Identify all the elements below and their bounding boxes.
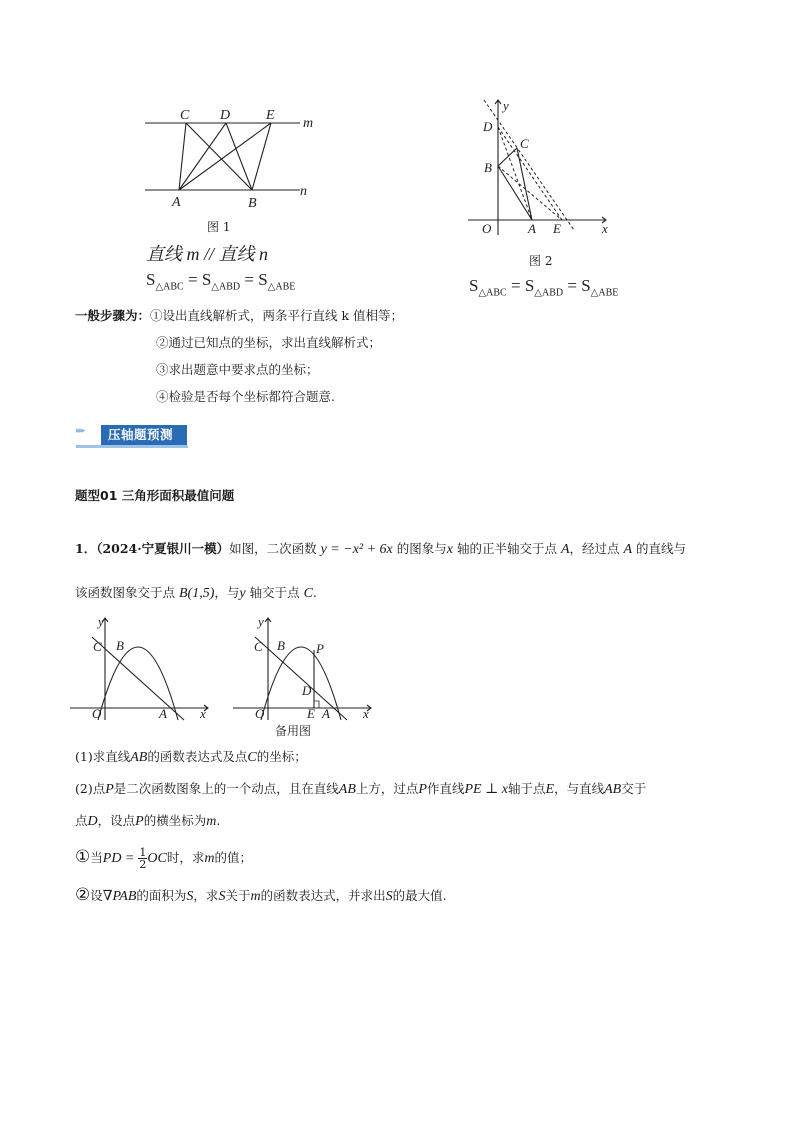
label-P: P [316,641,324,656]
label-A: A [322,706,330,721]
label-n: n [300,184,307,199]
figure-1-diagram [140,100,330,215]
general-steps-rest [156,329,381,410]
label-O: O [92,706,102,721]
problem-line-2: 该函数图象交于点 B(1,5)，与y 轴交于点 C. [75,585,317,601]
figure-2-diagram [466,95,616,240]
label-y: y [503,98,509,113]
question-2-line-2: 点D，设点P的横坐标为m. [75,813,221,829]
step-item: ①设出直线解析式，两条平行直线 k 值相等； [150,308,404,323]
graph-1-diagram [70,612,215,724]
figure-2 [466,95,616,240]
banner-arrows-icon: ▸▸▸ [76,426,84,436]
step-item: ②通过已知点的坐标，求出直线解析式； [156,335,382,350]
question-2-sub-2: ②设∇PAB的面积为S，求S关于m的函数表达式，并求出S的最大值. [75,885,447,905]
section-banner [76,422,188,449]
label-B: B [248,196,257,211]
label-E: E [266,108,275,123]
label-O: O [482,221,492,236]
graph-2 [233,612,378,724]
figure-1 [140,100,330,215]
label-A: A [159,706,167,721]
label-x: x [200,706,206,721]
label-C: C [93,639,102,654]
step-item: ③求出题意中要求点的坐标； [156,362,319,377]
steps-lead: 一般步骤为： [75,308,151,323]
label-B: B [484,160,492,175]
label-C: C [520,136,529,151]
step-item: ④检验是否每个坐标都符合题意. [156,389,335,404]
graph-2-caption: 备用图 [275,724,312,738]
label-D: D [220,108,231,123]
label-D: D [302,683,312,698]
general-steps [75,302,403,329]
graph-1 [70,612,215,724]
question-2-sub-1: ①当PD = $\frac{1}{2}$ OC时，求m的值； [75,846,252,871]
figure-1-area-equation: $S_{\triangle ABC} = S_{\triangle ABD} = S_{\triangle ABE}$ [146,270,296,293]
label-B: B [116,638,124,653]
graph-2-diagram [233,612,378,724]
label-D: D [483,119,493,134]
fraction-one-half: $\frac{1}{2}$ [139,846,147,871]
label-y: y [98,614,104,629]
section-title: 题型01 三角形面积最值问题 [75,488,235,503]
label-E: E [307,706,315,721]
question-2-line-1: (2)点P是二次函数图象上的一个动点，且在直线AB上方，过点P作直线PE ⊥ x轴于点E，与直线AB交于 [75,781,647,797]
label-m: m [303,116,314,131]
banner-underline [76,445,188,448]
label-C: C [254,639,263,654]
figure-1-caption: 图 1 [207,220,231,234]
figure-1-relation: 直线 m // 直线 n [146,244,269,264]
label-x: x [602,221,608,236]
label-y: y [258,614,264,629]
question-1: (1)求直线AB的函数表达式及点C的坐标； [75,749,307,765]
figure-2-area-equation: $S_{\triangle ABC} = S_{\triangle ABD} = S_{\triangle ABE}$ [469,276,619,299]
problem-line-1: 1．（2024·宁夏银川一模）如图，二次函数 y = −x² + 6x 的图象与x 轴的正半轴交于点 A，经过点 A 的直线与 [75,541,687,557]
label-x: x [363,706,369,721]
figure-2-caption: 图 2 [529,254,553,268]
label-A: A [528,221,536,236]
label-O: O [255,706,265,721]
banner-label: 压轴题预测 [108,427,174,442]
label-C: C [180,108,190,123]
label-B: B [277,638,285,653]
label-E: E [553,221,561,236]
label-A: A [172,195,181,210]
